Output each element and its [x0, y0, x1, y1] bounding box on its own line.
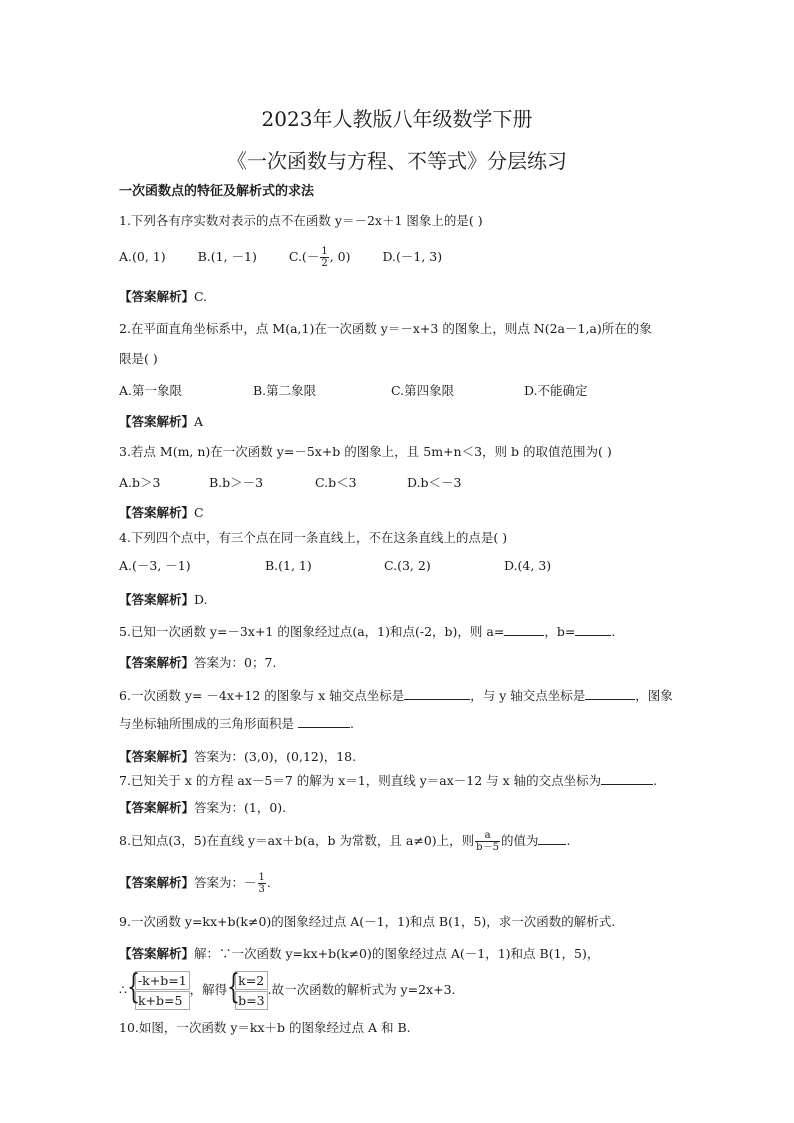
- question-6-text: .: [349, 716, 354, 731]
- question-8-text: 的值为: [500, 833, 539, 848]
- answer-text: 答案为：(1，0).: [194, 800, 287, 815]
- answer-label: 【答案解析】: [119, 289, 195, 304]
- question-8-text: .: [566, 833, 571, 848]
- equation-row: -k+b=1: [135, 971, 190, 990]
- question-2-line1: 2.在平面直角坐标系中，点 M(a,1)在一次函数 y＝－x+3 的图象上，则点 N(2a－1,a)所在的象: [119, 321, 652, 336]
- fraction-denominator: 3: [258, 884, 265, 895]
- option-c-suffix: , 0): [329, 249, 351, 264]
- brace-icon: {: [126, 967, 140, 1007]
- answer-text: .故一次函数的解析式为 y=2x+3.: [267, 982, 456, 997]
- option-b: B.b＞－3: [209, 475, 264, 490]
- therefore-symbol: ∴: [119, 982, 127, 997]
- option-d: D.(－1, 3): [382, 249, 443, 264]
- equation-row: k=2: [235, 971, 267, 990]
- answer-1: [119, 287, 207, 305]
- answer-blank: [504, 623, 544, 636]
- question-1: 1.下列各有序实数对表示的点不在函数 y＝－2x＋1 图象上的是( ): [119, 213, 483, 228]
- answer-text: D.: [194, 592, 208, 607]
- question-7-text: .: [653, 773, 658, 788]
- fraction: [320, 246, 328, 269]
- answer-text: C: [194, 505, 204, 520]
- answer-blank: [538, 832, 566, 845]
- question-3: 3.若点 M(m, n)在一次函数 y=－5x+b 的图象上，且 5m+n＜3，则 b 的取值范围为( ): [119, 444, 612, 459]
- question-4-options: [119, 556, 551, 574]
- answer-blank: [575, 623, 611, 636]
- answer-label: 【答案解析】: [119, 946, 195, 961]
- answer-9-line1: [119, 944, 599, 962]
- answer-text: ，解得: [189, 982, 228, 997]
- answer-label: 【答案解析】: [119, 592, 195, 607]
- answer-label: 【答案解析】: [119, 414, 195, 429]
- answer-text: 答案为：0；7.: [194, 655, 277, 670]
- option-a: A.b＞3: [119, 475, 161, 490]
- question-6-text: 与坐标轴所围成的三角形面积是: [119, 716, 298, 731]
- answer-blank: [298, 715, 350, 728]
- answer-blank: [404, 687, 470, 700]
- option-b: B.第二象限: [253, 383, 317, 398]
- option-a: A.(0, 1): [119, 249, 166, 264]
- answer-label: 【答案解析】: [119, 800, 195, 815]
- answer-5: [119, 653, 276, 671]
- fraction: [475, 830, 500, 853]
- answer-label: 【答案解析】: [119, 505, 195, 520]
- option-b: B.(1, 1): [265, 558, 312, 573]
- doc-title: 2023年人教版八年级数学下册: [261, 107, 533, 131]
- option-c: C.第四象限: [391, 383, 455, 398]
- fraction-numerator: 1: [321, 246, 328, 257]
- answer-label: 【答案解析】: [119, 875, 195, 890]
- question-6-line1: [119, 686, 673, 704]
- fraction-numerator: a: [475, 830, 500, 842]
- doc-subtitle: 《一次函数与方程、不等式》分层练习: [227, 149, 567, 173]
- fraction-denominator: 2: [321, 258, 328, 269]
- option-d: D.(4, 3): [504, 558, 552, 573]
- brace-icon: {: [227, 967, 241, 1007]
- answer-label: 【答案解析】: [119, 655, 195, 670]
- equation-row: b=3: [235, 991, 267, 1010]
- question-10: 10.如图，一次函数 y＝kx＋b 的图象经过点 A 和 B.: [119, 1020, 411, 1035]
- option-c: [289, 246, 351, 269]
- question-2-options: [119, 381, 588, 399]
- answer-text: 解：∵一次函数 y=kx+b(k≠0)的图象经过点 A(－1，1)和点 B(1，5)，: [194, 946, 600, 961]
- fraction: [258, 872, 266, 895]
- equation-row: k+b=5: [135, 991, 190, 1010]
- question-2-line2: 限是( ): [119, 351, 158, 366]
- question-6-text: ，与 y 轴交点坐标是: [470, 688, 586, 703]
- answer-text: .: [266, 875, 271, 890]
- question-5-text: 5.已知一次函数 y=－3x+1 的图象经过点(a，1)和点(-2，b)，则 a=: [119, 624, 505, 639]
- question-4: 4.下列四个点中，有三个点在同一条直线上，不在这条直线上的点是( ): [119, 530, 508, 545]
- answer-4: [119, 590, 208, 608]
- question-1-options: [119, 246, 442, 269]
- answer-9-line2: [119, 967, 456, 1011]
- answer-2: [119, 412, 203, 430]
- answer-8: [119, 872, 271, 895]
- option-c-prefix: C.(－: [288, 249, 320, 264]
- question-3-options: [119, 473, 462, 491]
- question-6-text: 6.一次函数 y= －4x+12 的图象与 x 轴交点坐标是: [119, 688, 405, 703]
- answer-3: [119, 503, 204, 521]
- answer-text: 答案为：－: [194, 875, 257, 890]
- answer-text: A: [194, 414, 204, 429]
- answer-text: 答案为：(3,0)，(0,12)，18.: [194, 749, 357, 764]
- answer-7: [119, 798, 286, 816]
- answer-label: 【答案解析】: [119, 749, 195, 764]
- answer-text: C.: [194, 289, 208, 304]
- answer-blank: [585, 687, 635, 700]
- question-5-text: .: [611, 624, 616, 639]
- equation-system: [126, 967, 190, 1011]
- option-c: C.b＜3: [315, 475, 357, 490]
- fraction-denominator: b－5: [476, 842, 499, 853]
- question-5-text: ，b=: [544, 624, 576, 639]
- fraction-numerator: 1: [258, 872, 265, 883]
- option-d: D.不能确定: [524, 383, 588, 398]
- option-a: A.(－3, －1): [119, 558, 191, 573]
- option-d: D.b＜－3: [407, 475, 462, 490]
- question-7: [119, 771, 657, 789]
- option-c: C.(3, 2): [384, 558, 431, 573]
- question-6-line2: [119, 714, 354, 732]
- question-6-text: ，图象: [635, 688, 673, 703]
- question-9: 9.一次函数 y=kx+b(k≠0)的图象经过点 A(－1，1)和点 B(1，5)，求一次函数的解析式.: [119, 914, 616, 929]
- answer-blank: [601, 772, 653, 785]
- question-7-text: 7.已知关于 x 的方程 ax－5＝7 的解为 x＝1，则直线 y＝ax－12 与 x 轴的交点坐标为: [119, 773, 602, 788]
- answer-6: [119, 747, 356, 765]
- section-heading: 一次函数点的特征及解析式的求法: [119, 184, 315, 199]
- question-5: [119, 622, 615, 640]
- equation-system: [227, 967, 267, 1011]
- question-8-text: 8.已知点(3，5)在直线 y＝ax＋b(a，b 为常数，且 a≠0)上，则: [119, 833, 475, 848]
- question-8: [119, 830, 570, 853]
- option-b: B.(1, －1): [197, 249, 257, 264]
- option-a: A.第一象限: [119, 383, 183, 398]
